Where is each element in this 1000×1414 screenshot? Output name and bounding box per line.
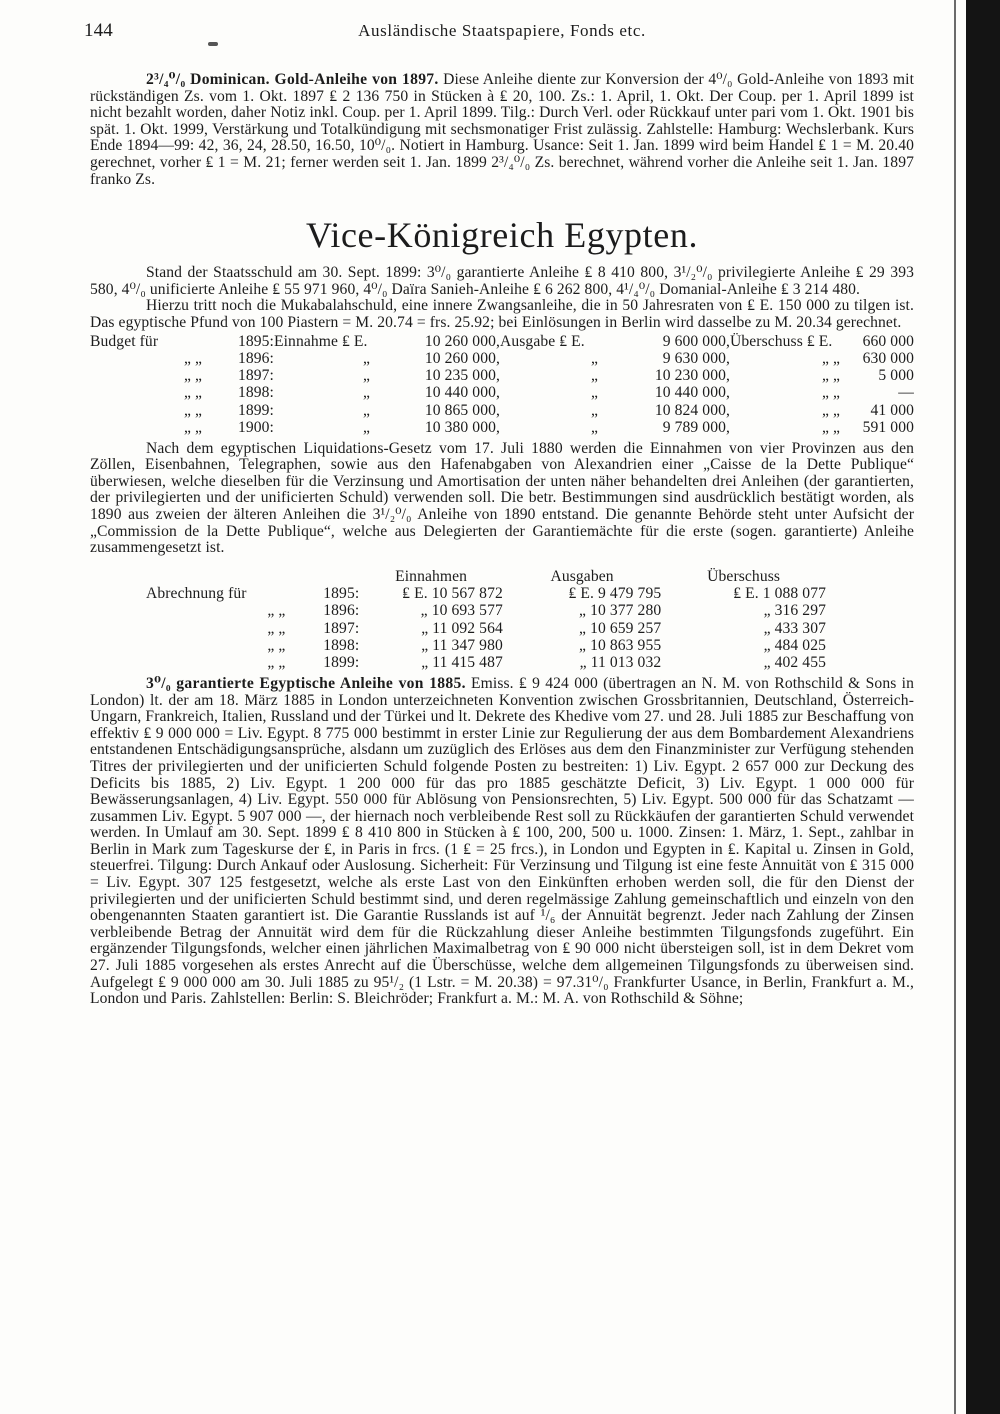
- ditto-mark: „ „: [267, 654, 286, 672]
- abrechnung-ueberschuss-value: „ 316 297: [763, 602, 826, 620]
- abrechnung-year: 1898:: [323, 636, 360, 654]
- budget-ausgabe-value: 9 600 000,: [662, 332, 730, 350]
- budget-year: 1898:: [237, 384, 274, 402]
- ditto-mark: „ „: [183, 350, 202, 368]
- budget-row: [90, 334, 914, 351]
- ditto-mark: „: [362, 350, 370, 368]
- abrechnung-row: [146, 620, 826, 637]
- ditto-mark: „: [590, 384, 598, 402]
- liquidation-paragraph: Nach dem egyptischen Liquidations-Gesetz vom 17. Juli 1880 werden die Einnahmen von vier Provinzen aus den Zöllen, Eisenbahnen, Telegraphen, sowie aus den Hafenabgaben von Alexandrien einer „Caisse de la Dette Publique“ überwiesen, welche dieselben für die Verzinsung und Amortisation der unten näher behandelten drei Anleihen (der garantierten, der privilegierten und der unificierten Schuld) verwenden soll. Die betr. Bestimmungen sind ausdrücklich bestätigt worden, als 1890 aus zweien der älteren Anleihen die 3¹/₂⁰/₀ Anleihe von 1890 entstand. Die genannte Behörde steht unter Aufsicht der „Commission de la Dette Publique“, welche aus Delegierten der Garantiemächte für die erste (sogen. garantierte) Anleihe zusammengesetzt ist.: [90, 439, 914, 557]
- abrechnung-year: 1899:: [323, 654, 360, 672]
- budget-row: [90, 368, 914, 385]
- abrechnung-ausgaben-value: ₤ E. 9 479 795: [568, 585, 662, 603]
- budget-ueberschuss-value: 591 000: [862, 418, 914, 436]
- scan-edge: [966, 0, 1000, 1414]
- budget-ausgabe-value: 10 824 000,: [654, 401, 730, 419]
- budget-row: [90, 351, 914, 368]
- debt-status-paragraph: Stand der Staatsschuld am 30. Sept. 1899: 3⁰/₀ garantierte Anleihe ₤ 8 410 800, 3¹/₂⁰/₀ privilegierte Anleihe ₤ 29 393 580, 4⁰/₀ unificierte Anleihe ₤ 55 971 960, 4⁰/₀ Daïra Sanieh-Anleihe ₤ 6 262 800, 4¹/₄⁰/₀ Domanial-Anleihe ₤ 3 214 480.: [90, 264, 914, 298]
- budget-ausgabe-value: 9 630 000,: [662, 350, 730, 368]
- ditto-mark: „ „: [821, 350, 840, 368]
- abrechnung-einnahmen-value: „ 11 347 980: [421, 636, 503, 654]
- budget-ausgabe-value: 9 789 000,: [662, 418, 730, 436]
- abrechnung-ueberschuss-value: „ 484 025: [763, 636, 826, 654]
- budget-einnahme-label: Einnahme ₤ E.: [274, 332, 368, 350]
- budget-ausgabe-label: Ausgabe ₤ E.: [500, 332, 585, 350]
- abrechnung-ueberschuss-value: „ 402 455: [763, 654, 826, 672]
- ditto-mark: „ „: [267, 619, 286, 637]
- budget-ueberschuss-value: 41 000: [870, 401, 914, 419]
- budget-year: 1896:: [237, 350, 274, 368]
- budget-einnahme-value: 10 260 000,: [424, 332, 500, 350]
- abrechnung-row: [146, 603, 826, 620]
- col-ueberschuss: Überschuss: [707, 568, 781, 586]
- ditto-mark: „ „: [267, 602, 286, 620]
- abrechnung-year: 1895:: [323, 585, 360, 603]
- ditto-mark: „ „: [821, 384, 840, 402]
- budget-einnahme-value: 10 260 000,: [424, 350, 500, 368]
- ditto-mark: „: [362, 401, 370, 419]
- budget-year: 1897:: [237, 367, 274, 385]
- running-header: [84, 18, 914, 44]
- abrechnung-einnahmen-value: ₤ E. 10 567 872: [402, 585, 503, 603]
- budget-label: Budget für: [90, 332, 159, 350]
- budget-year: 1900:: [237, 418, 274, 436]
- abrechnung-label: Abrechnung für: [146, 585, 247, 603]
- abrechnung-ausgaben-value: „ 10 863 955: [579, 636, 662, 654]
- budget-ueberschuss-label: Überschuss ₤ E.: [730, 332, 833, 350]
- budget-einnahme-value: 10 235 000,: [424, 367, 500, 385]
- guaranteed-loan-section: [90, 676, 914, 1008]
- dominican-body: Diese Anleihe diente zur Konversion der 4⁰/₀ Gold-Anleihe von 1893 mit rückständigen Zs. vom 1. Okt. 1897 ₤ 2 136 750 in Stücken à ₤ 20, 100. Zs.: 1. April, 1. Okt. Der Coup. per 1. April 1899 ist nicht bezahlt worden, daher Notiz inkl. Coup. per 1. April 1899. Tilg.: Durch Verl. oder Rückkauf unter pari vom 1. Okt. 1901 bis spät. 1. Okt. 1999, Verstärkung und Totalkündigung mit sechsmonatiger Frist zulässig. Zahlstelle: Hamburg: Wechslerbank. Kurs Ende 1894—99: 42, 36, 24, 28.50, 16.50, 10⁰/₀. Notiert in Hamburg. Usance: Seit 1. Jan. 1899 wird beim Handel ₤ 1 = M. 20.40 gerechnet, vorher ₤ 1 = M. 21; ferner werden seit 1. Jan. 1899 2³/₄⁰/₀ Zs. berechnet, während vorher die Anleihe seit 1. Jan. 1897 franko Zs.: [90, 71, 915, 188]
- ditto-mark: „: [590, 350, 598, 368]
- ditto-mark: „ „: [267, 636, 286, 654]
- mukabalah-paragraph: Hierzu tritt noch die Mukabalahschuld, eine innere Zwangsanleihe, die in 50 Jahresraten von ₤ E. 150 000 zu tilgen ist. Das egyptische Pfund von 100 Piastern = M. 20.74 = frs. 25.92; bei Einlösungen in Berlin wird dasselbe zu M. 20.34 gerechnet.: [90, 297, 914, 331]
- abrechnung-ueberschuss-value: ₤ E. 1 088 077: [733, 585, 826, 603]
- budget-row: [90, 402, 914, 419]
- abrechnung-ausgaben-value: „ 11 013 032: [579, 654, 662, 672]
- ditto-mark: „: [362, 384, 370, 402]
- guaranteed-loan-body: Emiss. ₤ 9 424 000 (übertragen an N. M. von Rothschild & Sons in London) lt. der am 18. März 1885 in London unterzeichneten Konvention zwischen Grossbritannien, Deutschland, Österreich-Ungarn, Frankreich, Italien, Russland und der Türkei und lt. Dekrete des Khedive vom 27. und 28. Juli 1885 zur Beschaffung von effektiv ₤ 9 000 000 = Liv. Egypt. 8 775 000 bestimmt in erster Linie zur Regulierung der aus dem Bombardement Alexandriens entstandenen Entschädigungsansprüche, alsdann um zuzüglich des Erlöses aus dem den Finanzminister zur Verfügung stehenden Titres der privilegierten und der unificierten Schuld folgende Posten zu bestreiten: 1) Liv. Egypt. 2 657 000 zur Deckung des Deficits bis 1885, 2) Liv. Egypt. 1 200 000 für das pro 1885 geschätzte Deficit, 3) Liv. Egypt. 1 000 000 für Bewässerungsanlagen, 4) Liv. Egypt. 550 000 für Ablösung von Pensionsrechten, 5) Liv. Egypt. 500 000 für das Schatzamt — zusammen Liv. Egypt. 5 907 000 —, der hiernach noch verbleibende Rest soll zu Rückkäufen der garantierten Schuld verwendet werden. In Umlauf am 30. Sept. 1899 ₤ 8 410 800 in Stücken à ₤ 100, 200, 500 u. 1000. Zinsen: 1. März, 1. Sept., zahlbar in Berlin in Mark zum Tageskurse der ₤, in Paris in frcs. (1 ₤ = 25 frcs.), in London und Egypten in ₤. Kapital u. Zinsen in Gold, steuerfrei. Tilgung: Durch Ankauf oder Auslosung. Sicherheit: Für Verzinsung und Tilgung ist eine feste Annuität von ₤ 315 000 = Liv. Egypt. 307 125 festgesetzt, welche als erste Last von den Einkünften erhoben werden soll, die für den Dienst der privilegierten und der unificierten Schuld bestimmt sind, und deren regelmässige Zahlung gemeinschaftlich und einzeln von den obengenannten Staaten garantiert ist. Die Garantie Russlands ist auf ¹/₆ der Annuität begrenzt. Jeder nach Zahlung der Zinsen verbleibende Betrag der Annuität wird dem für die Rückzahlung dieser Anleihe bestimmten Tilgungsfonds zugeführt. Ein ergänzender Tilgungsfonds, welcher einen jährlichen Maximalbetrag von ₤ 90 000 nicht übersteigen soll, ist in dem Dekret vom 27. Juli 1885 vorgesehen als erstes Anrecht auf die Überschüsse, welche dem allgemeinen Tilgungsfonds zu überweisen sind. Aufgelegt ₤ 9 000 000 am 30. Juli 1885 zu 95¹/₂ (1 Lstr. = M. 20.38) = 97.31⁰/₀ Frankfurter Usance, in Berlin, Frankfurt a. M., London und Paris. Zahlstellen: Berlin: S. Bleichröder; Frankfurt a. M.: M. A. von Rothschild & Söhne;: [90, 674, 914, 1008]
- ditto-mark: „ „: [821, 367, 840, 385]
- abrechnung-einnahmen-value: „ 11 092 564: [421, 619, 503, 637]
- budget-einnahme-value: 10 380 000,: [424, 418, 500, 436]
- chapter-title: Vice-Königreich Egypten.: [305, 215, 699, 256]
- running-title: Ausländische Staatspapiere, Fonds etc.: [358, 21, 646, 40]
- budget-table: [90, 334, 914, 437]
- abrechnung-year: 1897:: [323, 619, 360, 637]
- ditto-mark: „: [590, 401, 598, 419]
- abrechnung-row: [146, 655, 826, 672]
- budget-year: 1899:: [237, 401, 274, 419]
- ditto-mark: „ „: [821, 401, 840, 419]
- budget-ueberschuss-value: 630 000: [862, 350, 914, 368]
- ditto-mark: „: [590, 418, 598, 436]
- dominican-section: [90, 72, 914, 188]
- budget-year: 1895:: [237, 332, 274, 350]
- budget-ueberschuss-value: —: [898, 384, 914, 402]
- ditto-mark: „ „: [183, 384, 202, 402]
- abrechnung-header-row: [146, 569, 826, 586]
- ink-mark: [208, 42, 218, 46]
- ditto-mark: „: [362, 418, 370, 436]
- budget-ausgabe-value: 10 230 000,: [654, 367, 730, 385]
- scan-edge-line: [954, 0, 956, 1414]
- col-einnahmen: Einnahmen: [395, 568, 468, 586]
- budget-einnahme-value: 10 440 000,: [424, 384, 500, 402]
- budget-einnahme-value: 10 865 000,: [424, 401, 500, 419]
- dominican-heading: 2³/₄⁰/₀ Dominican. Gold-Anleihe von 1897.: [146, 71, 439, 88]
- abrechnung-ueberschuss-value: „ 433 307: [763, 619, 826, 637]
- budget-ueberschuss-value: 5 000: [878, 367, 914, 385]
- ditto-mark: „ „: [821, 418, 840, 436]
- abrechnung-ausgaben-value: „ 10 659 257: [579, 619, 662, 637]
- abrechnung-ausgaben-value: „ 10 377 280: [579, 602, 662, 620]
- budget-row: [90, 419, 914, 436]
- abrechnung-row: [146, 638, 826, 655]
- abrechnung-row: [146, 586, 826, 603]
- abrechnung-einnahmen-value: „ 11 415 487: [421, 654, 503, 672]
- col-ausgaben: Ausgaben: [550, 568, 614, 586]
- budget-row: [90, 385, 914, 402]
- abrechnung-einnahmen-value: „ 10 693 577: [420, 602, 503, 620]
- guaranteed-loan-heading: 3⁰/₀ garantierte Egyptische Anleihe von 1885.: [146, 674, 466, 692]
- abrechnung-table: [146, 569, 826, 672]
- abrechnung-year: 1896:: [323, 602, 360, 620]
- ditto-mark: „ „: [183, 401, 202, 419]
- page-number: 144: [84, 20, 113, 41]
- ditto-mark: „: [362, 367, 370, 385]
- ditto-mark: „ „: [183, 367, 202, 385]
- ditto-mark: „: [590, 367, 598, 385]
- budget-ueberschuss-value: 660 000: [862, 332, 914, 350]
- page-content: [84, 18, 915, 1008]
- budget-ausgabe-value: 10 440 000,: [654, 384, 730, 402]
- ditto-mark: „ „: [183, 418, 202, 436]
